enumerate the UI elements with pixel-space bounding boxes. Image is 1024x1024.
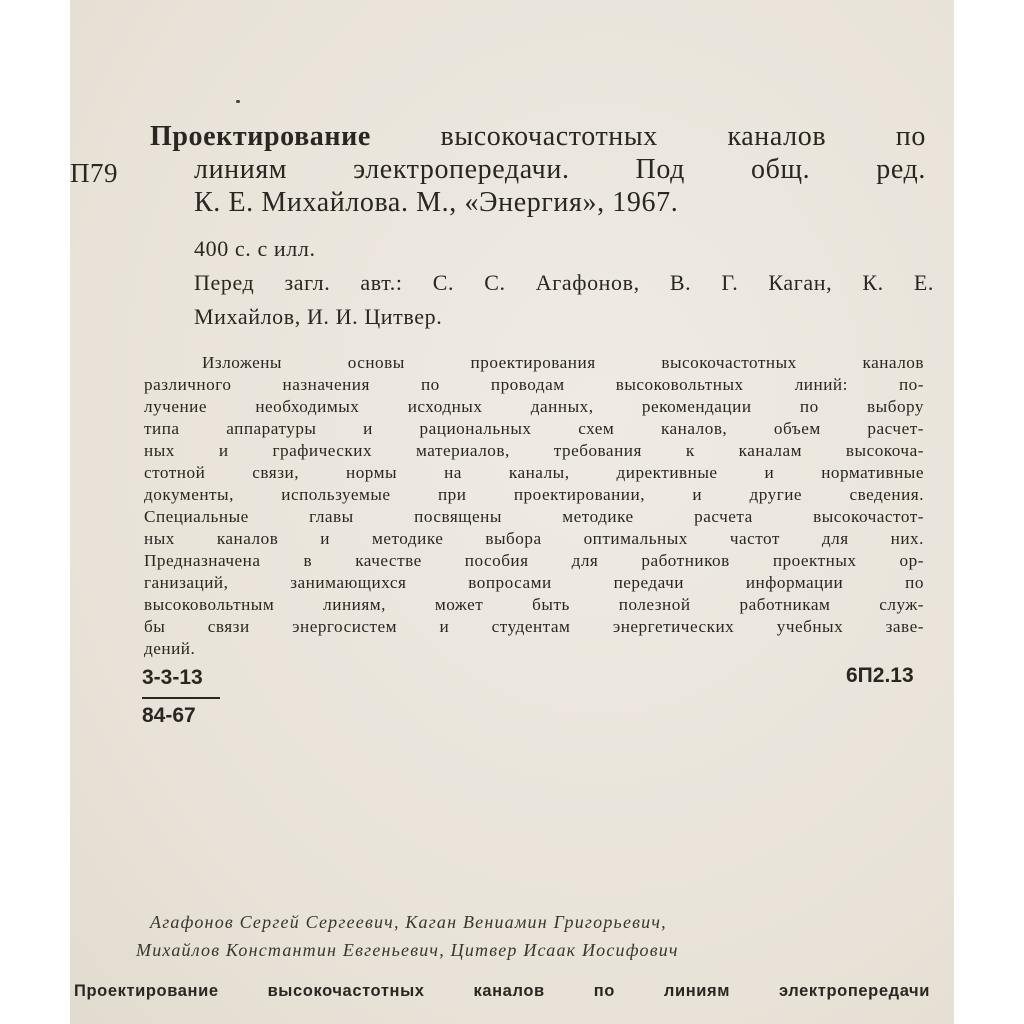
annotation-word: и: [320, 529, 330, 548]
bottom-title-word: по: [593, 982, 615, 1000]
annotation-word: рекомендации: [641, 397, 752, 416]
annotation-word: ных: [144, 529, 175, 548]
annotation-word: ор-: [899, 551, 924, 570]
pages-line: [194, 232, 934, 266]
annotation-word: линиям,: [323, 595, 386, 614]
annotation-word: лучение: [144, 397, 207, 416]
annotation-word: методике: [371, 529, 444, 548]
annotation-word: проектных: [772, 551, 857, 570]
annotation-word: стотной: [144, 463, 206, 482]
physical-description: [194, 232, 934, 334]
annotation-word: может: [434, 595, 484, 614]
annotation-word: служ-: [879, 595, 924, 614]
heading-word: каналов: [727, 121, 827, 152]
annotation-word: и: [218, 441, 229, 460]
classification-code: 6П2.13: [846, 664, 914, 687]
annotation-word: каналы,: [508, 463, 570, 482]
annotation-line: [144, 462, 924, 484]
authors-word: Е.: [913, 270, 934, 295]
heading-line-2: [150, 153, 926, 186]
annotation-word: по: [420, 375, 440, 394]
annotation-word: сведения.: [849, 485, 924, 504]
annotation-word: и: [764, 463, 775, 482]
authors-word: авт.:: [360, 270, 403, 295]
annotation-word: при: [437, 485, 467, 504]
authors-word: Агафонов,: [535, 270, 640, 295]
annotation-word: ганизаций,: [144, 573, 229, 592]
annotation-word: объем: [773, 419, 821, 438]
catalog-card: [70, 0, 954, 1024]
annotation-word: работников: [641, 551, 730, 570]
annotation-word: необходимых: [255, 397, 360, 416]
annotation-word: основы: [347, 353, 405, 372]
authors-line-2: [194, 300, 934, 334]
annotation-word: выбору: [867, 397, 924, 416]
annotation-word: на: [444, 463, 462, 482]
annotation-line: [144, 550, 924, 572]
annotation-word: требования: [553, 441, 642, 460]
annotation-word: высокочастот-: [813, 507, 924, 526]
bottom-title-word: линиям: [663, 982, 731, 1000]
annotation-word: занимающихся: [290, 573, 407, 592]
heading-word: общ.: [751, 154, 811, 185]
annotation-word: директивные: [616, 463, 718, 482]
annotation-line: [144, 374, 924, 396]
annotation-word: линий:: [794, 375, 848, 394]
annotation-word: другие: [749, 485, 803, 504]
author-names-line: Агафонов Сергей Сергеевич, Каган Вениамин Григорьевич,: [150, 912, 667, 932]
heading-word: линиям: [194, 154, 288, 185]
annotation-word: по: [905, 573, 924, 592]
annotation-line: [144, 352, 924, 374]
annotation-line: [144, 396, 924, 418]
annotation-word: высокоча-: [845, 441, 924, 460]
annotation-word: проводам: [490, 375, 565, 394]
bottom-title-word: электропередачи: [778, 982, 930, 1000]
annotation-word: учебных: [776, 617, 844, 636]
annotation-word: быть: [532, 595, 570, 614]
annotation-word: высоковольтных: [615, 375, 744, 394]
annotation-word: данных,: [530, 397, 594, 416]
authors-word: Перед: [194, 270, 255, 295]
annotation-word: выбора: [485, 529, 542, 548]
title-word: Проектирование: [150, 121, 371, 152]
heading-word: ред.: [876, 154, 926, 185]
annotation-word: исходных: [407, 397, 483, 416]
annotation-word: назначения: [282, 375, 370, 394]
annotation-word: работникам: [739, 595, 831, 614]
annotation-word: передачи: [613, 573, 684, 592]
annotation-word: типа: [144, 419, 180, 438]
authors-word: К.: [862, 270, 884, 295]
annotation-word: посвящены: [414, 507, 502, 526]
annotation-word: по: [799, 397, 819, 416]
annotation-word: высокочастотных: [661, 353, 797, 372]
annotation-word: вопросами: [468, 573, 552, 592]
annotation-word: информации: [745, 573, 844, 592]
annotation-word: и: [439, 617, 450, 636]
bibliographic-heading: [150, 120, 926, 219]
bottom-title-word: каналов: [473, 982, 545, 1000]
annotation-word: схем: [578, 419, 615, 438]
annotation-word: и: [692, 485, 703, 504]
annotation-word: пособия: [464, 551, 529, 570]
annotation-word: них.: [890, 529, 924, 548]
annotation-word: по-: [898, 375, 924, 394]
authors-word: С.: [484, 270, 506, 295]
annotation-word: расчета: [694, 507, 753, 526]
annotation-word: аппаратуры: [226, 419, 317, 438]
annotation-word: документы,: [144, 485, 234, 504]
authors-word: В.: [669, 270, 692, 295]
record-code: П79: [70, 158, 118, 188]
bottom-title-word: Проектирование: [74, 982, 219, 1000]
annotation-word: каналов,: [660, 419, 728, 438]
annotation-line: [144, 506, 924, 528]
annotation-line: [144, 440, 924, 462]
annotation-word: студентам: [491, 617, 571, 636]
annotation-word: каналов: [216, 529, 279, 548]
editor-publisher-year: К. Е. Михайлова. М., «Энергия», 1967.: [194, 187, 679, 218]
ink-speck: [236, 100, 240, 103]
annotation-word: дений.: [144, 639, 196, 658]
annotation-word: проектировании,: [513, 485, 645, 504]
annotation-word: для: [821, 529, 849, 548]
annotation-line: [144, 418, 924, 440]
heading-line-3: [150, 186, 926, 219]
annotation-word: методике: [562, 507, 634, 526]
annotation-word: материалов,: [416, 441, 510, 460]
annotation-line: [144, 616, 924, 638]
annotation-word: Специальные: [144, 507, 249, 526]
annotation-word: Изложены: [202, 353, 282, 372]
annotation-word: каналов: [862, 353, 924, 372]
heading-line-1: [150, 120, 926, 153]
authors-word: С.: [432, 270, 455, 295]
authors-word: загл.: [284, 270, 331, 295]
annotation-word: энергосистем: [292, 617, 398, 636]
authors-line-1: [194, 266, 934, 300]
annotation-word: проектирования: [470, 353, 596, 372]
full-author-names: [136, 908, 836, 964]
annotation-line: [144, 638, 924, 660]
annotation-line: [144, 594, 924, 616]
annotation-word: качестве: [355, 551, 422, 570]
annotation-word: рациональных: [419, 419, 532, 438]
annotation-word: бы: [144, 617, 166, 636]
annotation-word: частот: [729, 529, 780, 548]
annotation-word: энергетических: [612, 617, 735, 636]
pages-info: 400 с. с илл.: [194, 236, 316, 261]
bottom-title: [74, 982, 930, 1001]
index-code-top: 3-3-13: [142, 665, 220, 699]
heading-word: по: [895, 121, 926, 152]
annotation-word: заве-: [885, 617, 924, 636]
annotation-word: нормативные: [821, 463, 924, 482]
annotation-word: для: [571, 551, 599, 570]
annotation-line: [144, 572, 924, 594]
annotation-word: оптимальных: [583, 529, 688, 548]
annotation-word: нормы: [346, 463, 398, 482]
annotation-text: [144, 352, 924, 660]
authors-rest: Михайлов, И. И. Цитвер.: [194, 304, 443, 329]
annotation-word: в: [303, 551, 313, 570]
annotation-word: ных: [144, 441, 175, 460]
author-names-line: Михайлов Константин Евгеньевич, Цитвер Исаак Иосифович: [136, 940, 679, 960]
annotation-word: Предназначена: [144, 551, 261, 570]
annotation-word: к: [685, 441, 695, 460]
annotation-word: связи,: [252, 463, 299, 482]
heading-word: электропередачи.: [353, 154, 570, 185]
annotation-word: связи: [207, 617, 250, 636]
heading-word: высокочастотных: [440, 121, 658, 152]
annotation-word: полезной: [618, 595, 691, 614]
bottom-title-word: высокочастотных: [267, 982, 425, 1000]
annotation-word: используемые: [281, 485, 391, 504]
authors-word: Каган,: [768, 270, 833, 295]
annotation-word: высоковольтным: [144, 595, 275, 614]
annotation-word: различного: [144, 375, 232, 394]
annotation-word: главы: [309, 507, 354, 526]
heading-word: Под: [635, 154, 686, 185]
index-code-bottom: 84-67: [142, 704, 196, 727]
index-code: [142, 665, 220, 729]
annotation-word: графических: [272, 441, 373, 460]
annotation-line: [144, 528, 924, 550]
annotation-word: расчет-: [867, 419, 924, 438]
annotation-line: [144, 484, 924, 506]
annotation-word: и: [363, 419, 373, 438]
annotation-word: каналам: [738, 441, 802, 460]
authors-word: Г.: [721, 270, 739, 295]
